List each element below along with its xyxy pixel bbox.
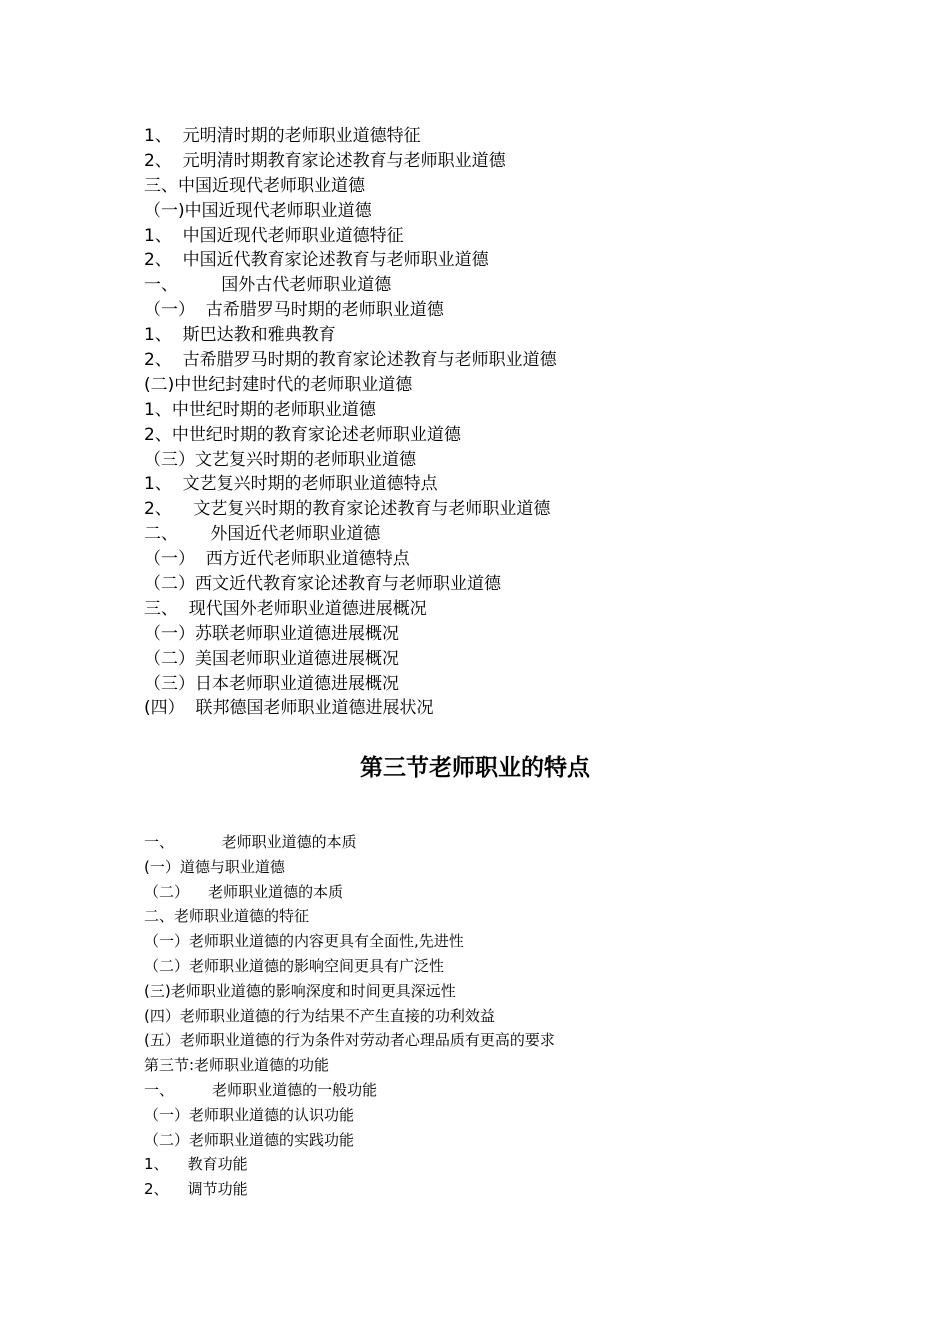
outline-line: 2、中世纪时期的教育家论述老师职业道德 — [144, 424, 461, 445]
outline-line: 1、 文艺复兴时期的老师职业道德特点 — [144, 474, 438, 495]
outline-line: （一）苏联老师职业道德进展概况 — [144, 623, 399, 644]
outline-line: 1、中世纪时期的老师职业道德 — [144, 399, 376, 420]
outline-line: 2、 中国近代教育家论述教育与老师职业道德 — [144, 250, 489, 271]
outline-line: (三)老师职业道德的影响深度和时间更具深远性 — [144, 981, 456, 1000]
outline-line: 1、 中国近现代老师职业道德特征 — [144, 225, 404, 246]
outline-line: (四）老师职业道德的行为结果不产生直接的功利效益 — [144, 1006, 495, 1025]
outline-line: 二、 外国近代老师职业道德 — [144, 524, 381, 545]
outline-line: 2、 文艺复兴时期的教育家论述教育与老师职业道德 — [144, 499, 551, 520]
outline-line: 二、老师职业道德的特征 — [144, 907, 310, 926]
outline-section-a — [144, 124, 864, 721]
outline-line: (一）道德与职业道德 — [144, 857, 285, 876]
outline-line: (二)中世纪封建时代的老师职业道德 — [144, 374, 413, 395]
outline-line: 1、 斯巴达教和雅典教育 — [144, 325, 336, 346]
outline-line: (五）老师职业道德的行为条件对劳动者心理品质有更高的要求 — [144, 1031, 555, 1050]
outline-line: （一） 西方近代老师职业道德特点 — [144, 549, 410, 570]
outline-line: 一、 老师职业道德的本质 — [144, 833, 357, 851]
outline-line: （二）西文近代教育家论述教育与老师职业道德 — [144, 574, 501, 595]
outline-line: （三）日本老师职业道德进展概况 — [144, 673, 399, 694]
outline-line: 三、中国近现代老师职业道德 — [144, 175, 365, 196]
outline-line: （一）老师职业道德的内容更具有全面性,先进性 — [144, 932, 464, 951]
outline-line: (四） 联邦德国老师职业道德进展状况 — [144, 698, 434, 719]
outline-line: （三）文艺复兴时期的老师职业道德 — [144, 449, 416, 470]
outline-line: （一)中国近现代老师职业道德 — [144, 200, 372, 221]
outline-line: 1、 教育功能 — [144, 1155, 248, 1174]
section-heading: 第三节老师职业的特点 — [360, 755, 590, 781]
outline-line: （一） 古希腊罗马时期的老师职业道德 — [144, 300, 444, 321]
outline-section-b — [144, 830, 864, 1202]
outline-line: （二）老师职业道德的影响空间更具有广泛性 — [144, 956, 445, 975]
outline-line: 1、 元明清时期的老师职业道德特征 — [144, 126, 421, 146]
outline-line: 2、 调节功能 — [144, 1180, 248, 1199]
outline-line: 三、 现代国外老师职业道德进展概况 — [144, 598, 427, 619]
outline-line: 一、 老师职业道德的一般功能 — [144, 1080, 378, 1099]
outline-line: 一、 国外古代老师职业道德 — [144, 275, 392, 296]
outline-line: （一）老师职业道德的认识功能 — [144, 1105, 355, 1124]
outline-line: （二）老师职业道德的实践功能 — [144, 1130, 355, 1149]
outline-line: 第三节:老师职业道德的功能 — [144, 1056, 330, 1075]
outline-line: 2、 元明清时期教育家论述教育与老师职业道德 — [144, 150, 506, 171]
outline-line: （二） 老师职业道德的本质 — [144, 882, 344, 901]
outline-line: （二）美国老师职业道德进展概况 — [144, 648, 399, 669]
outline-line: 2、 古希腊罗马时期的教育家论述教育与老师职业道德 — [144, 350, 557, 371]
